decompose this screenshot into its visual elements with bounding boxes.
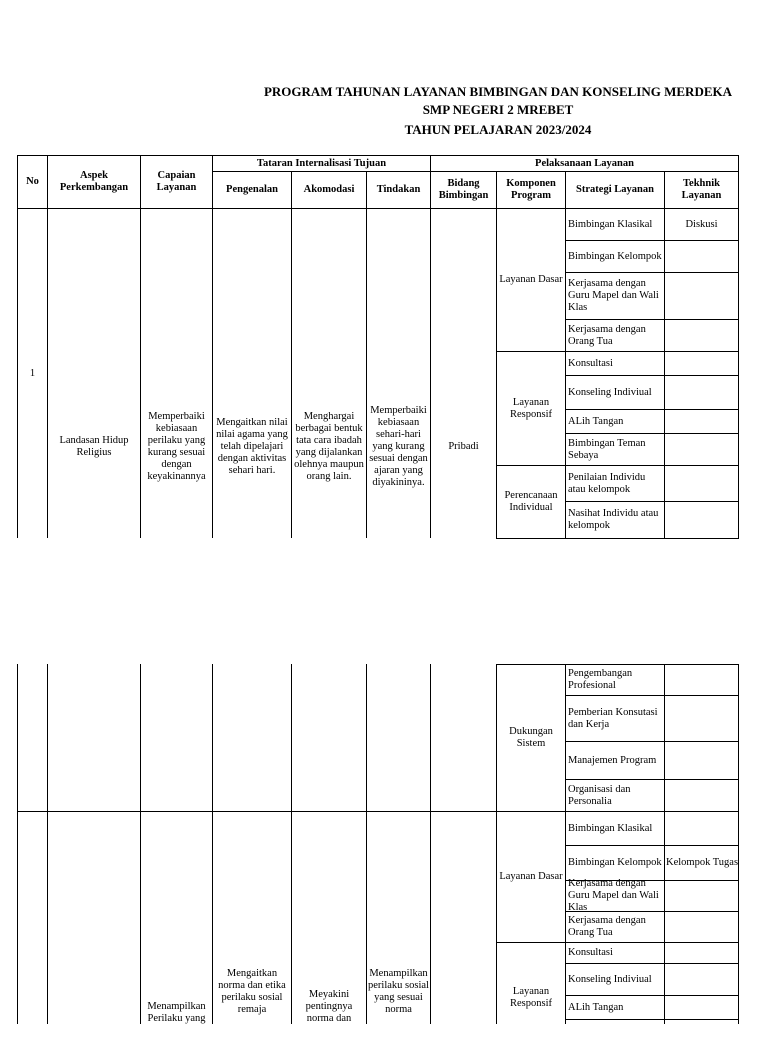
row1-komponen-perencanaan: Perencanaan Individual [504, 490, 558, 513]
row1-aspek: Landasan Hidup Religius [59, 435, 129, 458]
strategi-item: Kerjasama dengan Guru Mapel dan Wali Klas [568, 278, 659, 313]
strategi-item: Kerjasama dengan Orang Tua [568, 915, 646, 938]
row1-pengenalan: Mengaitkan nilai nilai agama yang telah dipelajari dengan aktivitas sehari hari. [216, 417, 288, 476]
row1-teknik-diskusi: Diskusi [685, 218, 718, 230]
strategi-item: Penilaian Individu atau kelompok [568, 471, 646, 495]
row2-tindakan: Menampilkan perilaku sosial yang sesuai norma [368, 968, 429, 1015]
strategi-item: Konseling Indiviual [568, 973, 652, 985]
header-no: No [26, 176, 39, 187]
strategi-item: Pengembangan Profesional [568, 668, 633, 691]
row1-komponen-dasar: Layanan Dasar [499, 274, 563, 285]
header-komponen: Komponen Program [506, 178, 556, 201]
header-akomodasi: Akomodasi [303, 184, 355, 195]
strategi-item: Kerjasama dengan Guru Mapel dan Wali Klas [568, 878, 659, 911]
doc-title-line1: PROGRAM TAHUNAN LAYANAN BIMBINGAN DAN KONSELING MERDEKA [263, 84, 733, 99]
row2-pengenalan: Mengaitkan norma dan etika perilaku sosial remaja [218, 968, 286, 1015]
strategi-item: Konseling Indiviual [568, 386, 652, 398]
header-bidang: Bidang Bimbingan [438, 178, 489, 201]
strategi-item: Bimbingan Kelompok [568, 857, 662, 868]
row1-capaian: Memperbaiki kebiasaan perilaku yang kurang sesuai dengan keyakinannya [147, 411, 206, 482]
page-gap [0, 539, 768, 663]
strategi-item: Bimbingan Klasikal [568, 218, 653, 230]
strategi-item: Bimbingan Kelompok [568, 250, 662, 262]
strategi-item: Bimbingan Teman Sebaya [568, 437, 646, 461]
strategi-item: Pemberian Konsutasi dan Kerja [568, 706, 658, 730]
header-pelaksanaan: Pelaksanaan Layanan [535, 157, 634, 169]
header-capaian: Capaian Layanan [156, 170, 197, 193]
strategi-item: Nasihat Individu atau kelompok [568, 508, 659, 531]
strategi-item: Manajemen Program [568, 754, 657, 766]
row2-capaian: Menampilkan Perilaku yang [147, 1001, 206, 1024]
doc-title-line3: TAHUN PELAJARAN 2023/2024 [404, 122, 592, 137]
strategi-item: Organisasi dan Personalia [568, 783, 631, 807]
strategi-item: Kerjasama dengan Orang Tua [568, 323, 646, 347]
header-aspek: Aspek Perkembangan [59, 170, 129, 193]
doc-title-line2: SMP NEGERI 2 MREBET [422, 102, 574, 117]
strategi-item: Konsultasi [568, 357, 613, 369]
strategi-item: Konsultasi [568, 947, 613, 958]
row1-komponen-responsif: Layanan Responsif [510, 396, 552, 420]
strategi-item: ALih Tangan [568, 1001, 624, 1013]
row1-no: 1 [29, 367, 36, 379]
row2-komponen-responsif: Layanan Responsif [510, 986, 552, 1009]
strategi-item: ALih Tangan [568, 415, 624, 427]
row1-bidang: Pribadi [448, 441, 479, 452]
header-tataran: Tataran Internalisasi Tujuan [256, 157, 387, 169]
row1-akomodasi: Menghargai berbagai bentuk tata cara ibadah yang dijalankan olehnya maupun orang lain. [294, 411, 364, 482]
komponen-dukungan: Dukungan Sistem [509, 726, 553, 749]
header-tindakan: Tindakan [376, 184, 421, 195]
header-strategi: Strategi Layanan [576, 184, 654, 195]
row2-akomodasi: Meyakini pentingnya norma dan [305, 989, 353, 1024]
row2-teknik-kelompok: Kelompok Tugas [666, 857, 739, 868]
strategi-item: Bimbingan Klasikal [568, 822, 653, 834]
header-pengenalan: Pengenalan [226, 184, 278, 195]
header-teknik: Tekhnik Layanan [681, 178, 722, 201]
row2-komponen-dasar: Layanan Dasar [499, 871, 563, 882]
row1-tindakan: Memperbaiki kebiasaan sehari-hari yang kurang sesuai dengan ajaran yang diyakininya. [369, 405, 428, 488]
